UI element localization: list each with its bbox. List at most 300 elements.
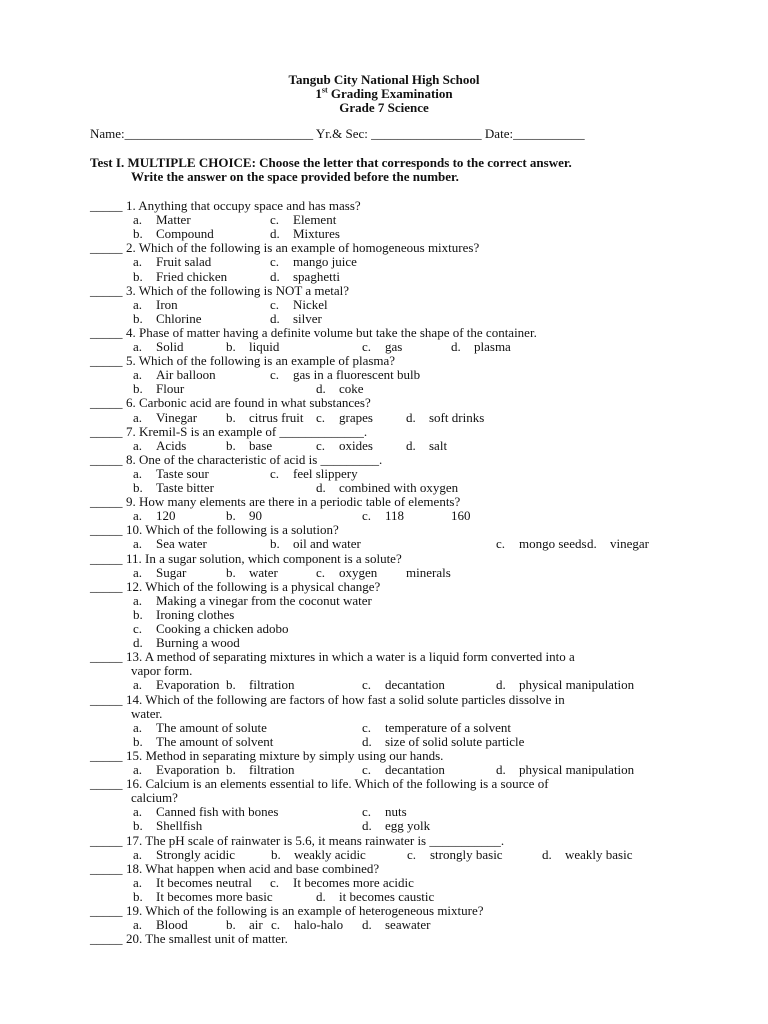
choice-text: Solid xyxy=(156,339,184,354)
choice-letter: b. xyxy=(270,536,280,552)
question-text: 18. What happen when acid and base combined? xyxy=(126,860,380,876)
choice-option xyxy=(133,509,176,523)
choice-text: Air balloon xyxy=(156,367,216,383)
choice-option xyxy=(133,848,235,862)
choice-letter: b. xyxy=(226,762,236,777)
choice-letter: a. xyxy=(133,677,143,693)
question-18 xyxy=(90,862,379,876)
choice-letter: b. xyxy=(133,268,143,284)
answer-blank[interactable]: _____ xyxy=(90,451,123,467)
choice-letter: b. xyxy=(226,409,236,425)
question-text: vapor form. xyxy=(131,663,193,679)
question-text: calcium? xyxy=(131,790,178,806)
choice-letter: a. xyxy=(133,508,143,524)
choice-letter: c. xyxy=(270,212,280,228)
choice-option xyxy=(133,636,240,650)
choice-letter: d. xyxy=(270,268,280,284)
choice-letter: b. xyxy=(226,564,236,580)
choice-text: water xyxy=(249,564,278,580)
choice-text: oxygen xyxy=(339,564,378,580)
choice-text: Blood xyxy=(156,917,188,933)
choice-option xyxy=(316,890,434,904)
choice-option xyxy=(270,368,420,382)
choice-option xyxy=(362,735,524,749)
choice-text: gas in a fluorescent bulb xyxy=(293,367,421,383)
choice-text: Iron xyxy=(156,296,178,312)
choice-letter: d. xyxy=(316,381,326,397)
choice-letter: c. xyxy=(270,254,280,270)
choice-letter: c. xyxy=(496,536,506,552)
choice-letter: b. xyxy=(133,606,143,622)
choice-option xyxy=(316,439,373,453)
choice-letter: c. xyxy=(362,762,372,777)
choice-text: physical manipulation xyxy=(519,677,635,693)
choice-text: silver xyxy=(293,310,322,326)
question-14 xyxy=(90,693,565,707)
answer-blank[interactable]: _____ xyxy=(90,240,123,256)
choice-letter: b. xyxy=(133,310,143,326)
choice-letter: c. xyxy=(133,621,143,636)
choice-text: Chlorine xyxy=(156,310,202,326)
choice-option xyxy=(362,819,430,833)
question-text: 7. Kremil-S is an example of _____________. xyxy=(126,423,368,439)
question-text: 6. Carbonic acid are found in what substances? xyxy=(126,395,371,411)
choice-option xyxy=(270,312,322,326)
choice-option xyxy=(270,467,358,481)
school-name: Tangub City National High School xyxy=(288,72,480,87)
choice-option xyxy=(226,509,262,523)
choice-option xyxy=(133,622,289,636)
answer-blank[interactable]: _____ xyxy=(90,903,123,918)
date-field[interactable]: ___________ xyxy=(513,126,585,141)
choice-option xyxy=(133,537,207,551)
question-8 xyxy=(90,453,382,467)
question-4 xyxy=(90,326,537,340)
choice-option xyxy=(133,227,214,241)
choice-text: filtration xyxy=(249,677,295,693)
choice-text: salt xyxy=(429,437,448,453)
choice-letter: d. xyxy=(496,677,506,693)
choice-option xyxy=(451,509,471,523)
question-10 xyxy=(90,523,339,537)
choice-option xyxy=(270,537,361,551)
choice-text: decantation xyxy=(385,677,445,693)
choice-text: Element xyxy=(293,212,337,228)
answer-blank[interactable]: _____ xyxy=(90,494,123,510)
question-text: 2. Which of the following is an example of homogeneous mixtures? xyxy=(126,240,480,256)
choice-text: citrus fruit xyxy=(249,409,304,425)
question-13-continued xyxy=(131,664,192,678)
instructions-line-1: Test I. MULTIPLE CHOICE: Choose the letter that corresponds to the correct answer. xyxy=(90,155,572,170)
choice-option xyxy=(496,763,634,777)
choice-letter: a. xyxy=(133,254,143,270)
choice-letter: b. xyxy=(133,480,143,495)
choice-option xyxy=(316,481,458,495)
question-5 xyxy=(90,354,395,368)
question-16-continued xyxy=(131,791,178,805)
choice-option xyxy=(133,594,372,608)
choice-option xyxy=(133,763,220,777)
question-14-continued xyxy=(131,707,162,721)
choice-letter: d. xyxy=(406,437,416,453)
choice-letter: c. xyxy=(270,296,280,312)
answer-blank[interactable]: _____ xyxy=(90,832,123,848)
choice-letter: a. xyxy=(133,719,143,735)
choice-letter: b. xyxy=(133,888,143,904)
choice-letter: d. xyxy=(451,339,461,354)
choice-text: coke xyxy=(339,381,364,397)
choice-text: Vinegar xyxy=(156,409,198,425)
question-15 xyxy=(90,749,443,763)
choice-text: oxides xyxy=(339,437,373,453)
choice-letter: a. xyxy=(133,592,143,608)
choice-option xyxy=(362,509,404,523)
choice-option xyxy=(270,255,357,269)
exam-title: 1st Grading Examination xyxy=(315,85,453,101)
choice-letter: a. xyxy=(133,536,143,552)
answer-blank[interactable]: _____ xyxy=(90,198,123,213)
choice-text: grapes xyxy=(339,409,373,425)
answer-blank[interactable]: _____ xyxy=(90,423,123,439)
choice-option xyxy=(226,439,272,453)
choice-text: It becomes more basic xyxy=(156,888,273,904)
choice-letter: b. xyxy=(226,339,236,354)
choice-text: weakly basic xyxy=(565,846,633,862)
question-text: 4. Phase of matter having a definite volume but take the shape of the container. xyxy=(126,324,537,340)
choice-letter: d. xyxy=(587,536,597,552)
choice-text: mongo seeds xyxy=(519,536,587,552)
choice-text: weakly acidic xyxy=(294,846,366,862)
choice-text: 160 xyxy=(451,508,471,524)
choice-text: gas xyxy=(385,339,403,354)
question-text: 12. Which of the following is a physical change? xyxy=(126,578,381,594)
question-text: 14. Which of the following are factors of how fast a solid solute particles dissolve in xyxy=(126,691,565,707)
choice-option xyxy=(133,608,234,622)
answer-blank[interactable]: _____ xyxy=(90,282,123,298)
choice-letter: b. xyxy=(226,508,236,524)
choice-option xyxy=(133,805,278,819)
choice-text: Matter xyxy=(156,212,191,228)
choice-letter: c. xyxy=(362,719,372,735)
choice-option xyxy=(270,227,340,241)
choice-letter: a. xyxy=(133,804,143,820)
name-field[interactable]: _____________________________ xyxy=(124,126,314,141)
choice-option xyxy=(133,481,214,495)
choice-text: Ironing clothes xyxy=(156,606,235,622)
choice-text: strongly basic xyxy=(430,846,503,862)
question-text: 16. Calcium is an elements essential to life. Which of the following is a source of xyxy=(126,776,549,792)
instructions-line-2: Write the answer on the space provided before the number. xyxy=(131,169,459,184)
question-text: 15. Method in separating mixture by simply using our hands. xyxy=(126,747,444,763)
choice-letter: c. xyxy=(362,677,372,693)
choice-letter: d. xyxy=(316,888,326,904)
answer-blank[interactable]: _____ xyxy=(90,353,123,369)
choice-text: Taste bitter xyxy=(156,480,214,495)
choice-text: nuts xyxy=(385,804,407,820)
choice-option xyxy=(133,876,252,890)
student-info-line xyxy=(90,126,585,142)
choice-option xyxy=(270,213,336,227)
question-19 xyxy=(90,904,484,918)
choice-text: Sea water xyxy=(156,536,207,552)
answer-blank[interactable]: _____ xyxy=(90,747,123,763)
choice-option xyxy=(362,763,445,777)
question-text: 3. Which of the following is NOT a metal? xyxy=(126,282,349,298)
choice-option xyxy=(316,382,364,396)
choice-letter: a. xyxy=(133,212,143,228)
choice-letter: a. xyxy=(133,874,143,890)
answer-blank[interactable]: _____ xyxy=(90,395,123,411)
question-12 xyxy=(90,580,380,594)
choice-letter: d. xyxy=(496,762,506,777)
choice-letter: a. xyxy=(133,465,143,481)
choice-letter: a. xyxy=(133,367,143,383)
choice-text: Flour xyxy=(156,381,185,397)
choice-letter: b. xyxy=(271,846,281,862)
choice-text: halo-halo xyxy=(294,917,344,933)
question-text: 13. A method of separating mixtures in which a water is a liquid form converted into a xyxy=(126,649,575,665)
choice-letter: a. xyxy=(133,762,143,777)
choice-letter: d. xyxy=(406,409,416,425)
choice-letter: b. xyxy=(226,677,236,693)
choice-option xyxy=(133,411,197,425)
choice-text: Fried chicken xyxy=(156,268,228,284)
choice-option xyxy=(587,537,649,551)
choice-option xyxy=(133,735,273,749)
choice-text: Acids xyxy=(156,437,187,453)
question-2 xyxy=(90,241,479,255)
question-3 xyxy=(90,284,349,298)
choice-option xyxy=(133,312,202,326)
choice-letter: d. xyxy=(270,310,280,326)
choice-option xyxy=(133,819,202,833)
choice-option xyxy=(362,340,402,354)
choice-text: Evaporation xyxy=(156,677,220,693)
answer-blank[interactable]: _____ xyxy=(90,578,123,594)
question-text: 1. Anything that occupy space and has mass? xyxy=(126,198,361,213)
choice-letter: d. xyxy=(362,733,372,749)
choice-option xyxy=(362,678,445,692)
answer-blank[interactable]: _____ xyxy=(90,931,123,947)
choice-text: The amount of solvent xyxy=(156,733,274,749)
question-text: 5. Which of the following is an example of plasma? xyxy=(126,353,396,369)
choice-option xyxy=(226,411,304,425)
choice-text: Taste sour xyxy=(156,465,209,481)
choice-option xyxy=(271,918,343,932)
choice-text: It becomes neutral xyxy=(156,874,253,890)
choice-option xyxy=(542,848,633,862)
choice-option xyxy=(406,411,484,425)
answer-blank[interactable]: _____ xyxy=(90,691,123,707)
question-text: water. xyxy=(131,705,163,721)
question-13 xyxy=(90,650,575,664)
choice-text: it becomes caustic xyxy=(339,888,435,904)
choice-option xyxy=(316,566,377,580)
choice-letter: a. xyxy=(133,846,143,862)
choice-text: physical manipulation xyxy=(519,762,635,777)
choice-letter: a. xyxy=(133,917,143,933)
choice-text: egg yolk xyxy=(385,818,431,834)
question-1 xyxy=(90,199,361,213)
choice-letter: b. xyxy=(133,226,143,242)
choice-text: seawater xyxy=(385,917,431,933)
choice-letter: c. xyxy=(362,804,372,820)
choice-letter: b. xyxy=(226,437,236,453)
question-20 xyxy=(90,932,288,946)
choice-option xyxy=(496,678,634,692)
question-11 xyxy=(90,552,402,566)
choice-letter: d. xyxy=(316,480,326,495)
choice-option xyxy=(362,918,430,932)
subject-title: Grade 7 Science xyxy=(339,100,429,115)
choice-text: size of solid solute particle xyxy=(385,733,525,749)
choice-text: liquid xyxy=(249,339,280,354)
question-16 xyxy=(90,777,549,791)
choice-option xyxy=(496,537,587,551)
choice-text: base xyxy=(249,437,273,453)
choice-option xyxy=(133,255,211,269)
choice-option xyxy=(133,382,184,396)
choice-letter: c. xyxy=(270,465,280,481)
choice-option xyxy=(226,763,295,777)
question-text: 20. The smallest unit of matter. xyxy=(126,931,288,947)
choice-text: Evaporation xyxy=(156,762,220,777)
answer-blank[interactable]: _____ xyxy=(90,550,123,566)
choice-option xyxy=(133,213,191,227)
choice-text: vinegar xyxy=(610,536,649,552)
choice-letter: b. xyxy=(226,917,236,933)
choice-text: Fruit salad xyxy=(156,254,212,270)
choice-letter: b. xyxy=(133,381,143,397)
choice-option xyxy=(226,340,279,354)
question-text: 11. In a sugar solution, which component is a solute? xyxy=(126,550,402,566)
choice-option xyxy=(451,340,511,354)
choice-option xyxy=(133,918,188,932)
choice-text: combined with oxygen xyxy=(339,480,459,495)
choice-letter: a. xyxy=(133,564,143,580)
question-text: 9. How many elements are there in a periodic table of elements? xyxy=(126,494,461,510)
choice-letter: d. xyxy=(362,818,372,834)
choice-text: plasma xyxy=(474,339,511,354)
question-text: 10. Which of the following is a solution? xyxy=(126,522,339,538)
choice-option xyxy=(270,876,414,890)
choice-letter: a. xyxy=(133,296,143,312)
choice-letter: c. xyxy=(362,339,372,354)
choice-letter: c. xyxy=(407,846,417,862)
choice-text: mango juice xyxy=(293,254,357,270)
choice-option xyxy=(270,270,340,284)
choice-option xyxy=(362,721,511,735)
choice-text: 90 xyxy=(249,508,262,524)
question-text: 19. Which of the following is an example of heterogeneous mixture? xyxy=(126,903,484,918)
choice-option xyxy=(133,721,267,735)
choice-letter: c. xyxy=(271,917,281,933)
choice-option xyxy=(270,298,328,312)
choice-text: air xyxy=(249,917,263,933)
choice-option xyxy=(133,678,220,692)
test-instructions xyxy=(90,156,690,184)
name-label: Name: xyxy=(90,126,125,141)
choice-text: Canned fish with bones xyxy=(156,804,279,820)
choice-text: The amount of solute xyxy=(156,719,267,735)
choice-text: oil and water xyxy=(293,536,361,552)
choice-letter: c. xyxy=(316,564,326,580)
choice-text: It becomes more acidic xyxy=(293,874,414,890)
choice-letter: b. xyxy=(133,733,143,749)
question-17 xyxy=(90,834,504,848)
choice-option xyxy=(316,411,373,425)
choice-letter: c. xyxy=(362,508,372,524)
choice-text: minerals xyxy=(406,564,451,580)
answer-blank[interactable]: _____ xyxy=(90,860,123,876)
choice-option xyxy=(133,298,178,312)
choice-text: spaghetti xyxy=(293,268,340,284)
date-label: Date: xyxy=(481,126,514,141)
choice-letter: a. xyxy=(133,339,143,354)
choice-letter: a. xyxy=(133,437,143,453)
choice-option xyxy=(362,805,407,819)
choice-letter: d. xyxy=(270,226,280,242)
question-text: 17. The pH scale of rainwater is 5.6, it means rainwater is ___________. xyxy=(126,832,505,848)
choice-letter: c. xyxy=(316,409,326,425)
choice-option xyxy=(133,439,186,453)
answer-blank[interactable]: _____ xyxy=(90,522,123,538)
choice-text: filtration xyxy=(249,762,295,777)
answer-blank[interactable]: _____ xyxy=(90,324,123,340)
choice-option xyxy=(133,368,216,382)
choice-letter: b. xyxy=(133,818,143,834)
choice-text: Compound xyxy=(156,226,214,242)
choice-text: 118 xyxy=(385,508,405,524)
answer-blank[interactable]: _____ xyxy=(90,649,123,665)
choice-text: 120 xyxy=(156,508,176,524)
choice-letter: d. xyxy=(542,846,552,862)
choice-text: soft drinks xyxy=(429,409,485,425)
choice-text: feel slippery xyxy=(293,465,358,481)
question-6 xyxy=(90,396,371,410)
section-label: Yr.& Sec: xyxy=(313,126,372,141)
choice-text: Burning a wood xyxy=(156,635,240,651)
choice-letter: c. xyxy=(270,367,280,383)
choice-option xyxy=(406,439,447,453)
choice-option xyxy=(226,566,278,580)
choice-text: Strongly acidic xyxy=(156,846,236,862)
choice-letter: c. xyxy=(270,874,280,890)
choice-option xyxy=(226,678,295,692)
choice-option xyxy=(133,340,183,354)
choice-text: Making a vinegar from the coconut water xyxy=(156,592,372,608)
choice-text: Sugar xyxy=(156,564,187,580)
section-field[interactable]: _________________ xyxy=(371,126,482,141)
choice-text: Shellfish xyxy=(156,818,203,834)
choice-letter: a. xyxy=(133,409,143,425)
choice-text: Mixtures xyxy=(293,226,340,242)
choice-option xyxy=(133,890,273,904)
question-7 xyxy=(90,425,367,439)
choice-option xyxy=(133,270,227,284)
question-text: 8. One of the characteristic of acid is _________. xyxy=(126,451,383,467)
choice-option xyxy=(226,918,263,932)
choice-text: decantation xyxy=(385,762,445,777)
choice-text: Nickel xyxy=(293,296,328,312)
choice-option xyxy=(406,566,451,580)
answer-blank[interactable]: _____ xyxy=(90,776,123,792)
choice-text: Cooking a chicken adobo xyxy=(156,621,289,636)
choice-option xyxy=(407,848,503,862)
choice-letter: d. xyxy=(362,917,372,933)
choice-letter: c. xyxy=(316,437,326,453)
choice-option xyxy=(133,467,209,481)
